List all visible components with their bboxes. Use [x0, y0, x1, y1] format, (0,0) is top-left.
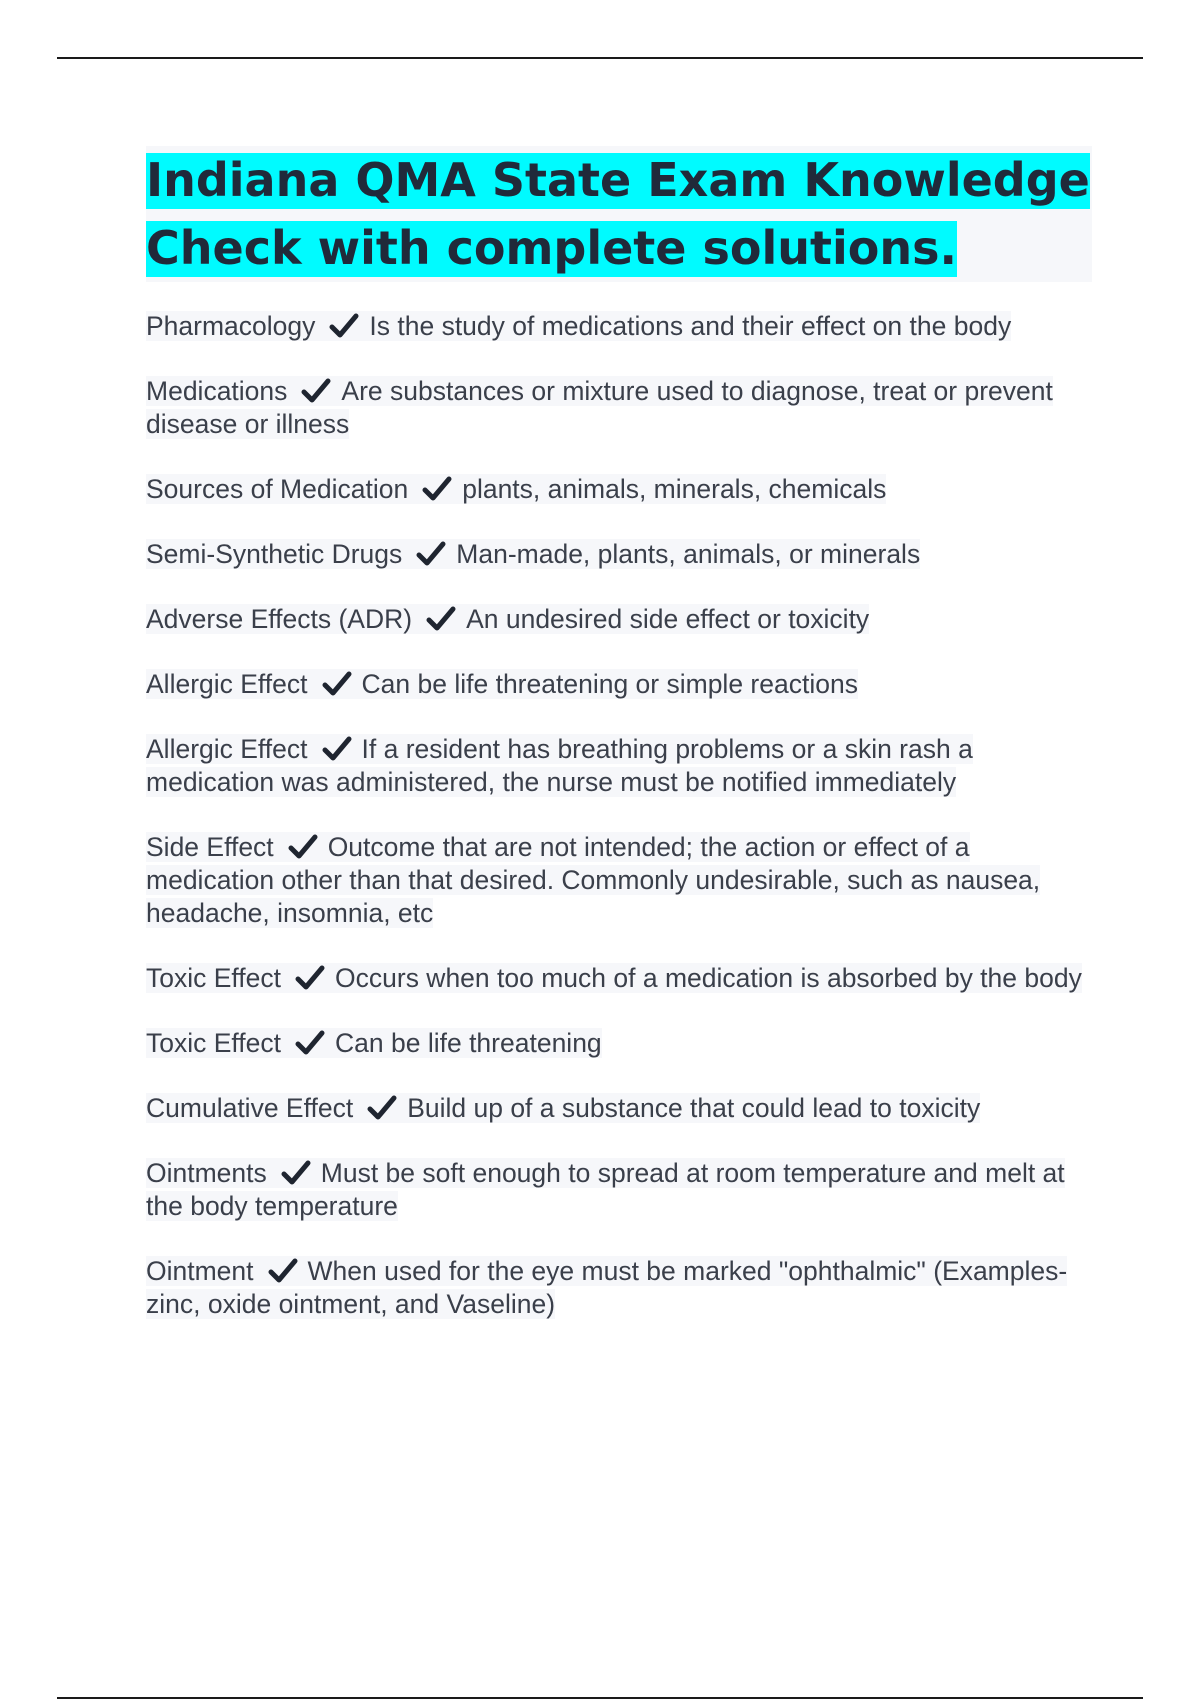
qa-item	[146, 962, 1096, 995]
qa-answer: plants, animals, minerals, chemicals	[462, 474, 887, 504]
qa-highlight	[146, 832, 1040, 928]
qa-answer: Is the study of medications and their effect on the body	[369, 311, 1012, 341]
qa-highlight	[146, 963, 1082, 993]
qa-item	[146, 668, 1096, 701]
qa-highlight	[146, 474, 886, 504]
qa-highlight	[146, 669, 858, 699]
bottom-divider	[57, 1697, 1143, 1699]
qa-item	[146, 375, 1096, 441]
qa-item	[146, 1255, 1096, 1321]
qa-term: Side Effect	[146, 832, 274, 862]
qa-term: Pharmacology	[146, 311, 316, 341]
qa-item	[146, 603, 1096, 636]
qa-item	[146, 473, 1096, 506]
check-mark-icon	[322, 671, 352, 697]
qa-highlight	[146, 1028, 602, 1058]
qa-term: Allergic Effect	[146, 669, 308, 699]
check-mark-icon	[416, 541, 446, 567]
check-mark-icon	[367, 1095, 397, 1121]
qa-answer: Outcome that are not intended; the action or effect of a medication other than that desired. Commonly undesirable, such as nausea, headache, insomnia, etc	[146, 832, 1041, 928]
qa-term: Semi-Synthetic Drugs	[146, 539, 403, 569]
qa-list	[146, 310, 1096, 1321]
qa-highlight	[146, 311, 1011, 341]
qa-answer: Are substances or mixture used to diagnose, treat or prevent disease or illness	[146, 376, 1053, 439]
check-mark-icon	[268, 1258, 298, 1284]
qa-highlight	[146, 604, 869, 634]
qa-term: Allergic Effect	[146, 734, 308, 764]
qa-answer: Build up of a substance that could lead to toxicity	[407, 1093, 981, 1123]
qa-item	[146, 310, 1096, 343]
check-mark-icon	[281, 1160, 311, 1186]
check-mark-icon	[426, 606, 456, 632]
qa-term: Sources of Medication	[146, 474, 409, 504]
document-content	[146, 146, 1096, 1353]
qa-item	[146, 831, 1096, 930]
qa-answer: Man-made, plants, animals, or minerals	[456, 539, 921, 569]
qa-highlight	[146, 734, 973, 797]
check-mark-icon	[301, 378, 331, 404]
qa-answer: Must be soft enough to spread at room temperature and melt at the body temperature	[146, 1158, 1065, 1221]
qa-highlight	[146, 376, 1053, 439]
check-mark-icon	[329, 313, 359, 339]
qa-item	[146, 1157, 1096, 1223]
check-mark-icon	[322, 736, 352, 762]
qa-item	[146, 538, 1096, 571]
qa-highlight	[146, 1093, 980, 1123]
qa-term: Ointments	[146, 1158, 267, 1188]
check-mark-icon	[295, 1030, 325, 1056]
check-mark-icon	[288, 834, 318, 860]
qa-item	[146, 733, 1096, 799]
qa-highlight	[146, 1256, 1067, 1319]
title-block	[146, 146, 1092, 282]
qa-answer: If a resident has breathing problems or a skin rash a medication was administered, the nurse must be notified immediately	[146, 734, 973, 797]
qa-answer: When used for the eye must be marked "ophthalmic" (Examples- zinc, oxide ointment, and Vaseline)	[146, 1256, 1068, 1319]
check-mark-icon	[422, 476, 452, 502]
check-mark-icon	[295, 965, 325, 991]
qa-answer: Can be life threatening or simple reactions	[361, 669, 858, 699]
qa-answer: Can be life threatening	[335, 1028, 602, 1058]
top-divider	[57, 57, 1143, 59]
qa-term: Medications	[146, 376, 288, 406]
qa-item	[146, 1027, 1096, 1060]
qa-term: Toxic Effect	[146, 1028, 282, 1058]
qa-answer: Occurs when too much of a medication is absorbed by the body	[335, 963, 1082, 993]
qa-term: Toxic Effect	[146, 963, 282, 993]
qa-term: Ointment	[146, 1256, 254, 1286]
qa-highlight	[146, 1158, 1065, 1221]
page-title	[146, 146, 1092, 282]
qa-item	[146, 1092, 1096, 1125]
qa-term: Cumulative Effect	[146, 1093, 354, 1123]
qa-highlight	[146, 539, 920, 569]
qa-answer: An undesired side effect or toxicity	[466, 604, 870, 634]
qa-term: Adverse Effects (ADR)	[146, 604, 413, 634]
title-text: Indiana QMA State Exam Knowledge Check with complete solutions.	[146, 153, 1090, 275]
